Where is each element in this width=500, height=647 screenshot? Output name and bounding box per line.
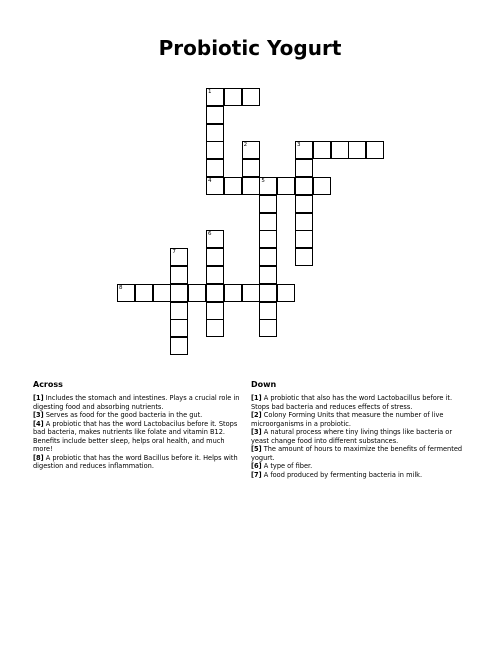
down-clue bbox=[251, 411, 466, 428]
crossword-cell[interactable] bbox=[277, 284, 295, 302]
crossword-cell[interactable] bbox=[259, 284, 277, 302]
crossword-cell[interactable] bbox=[259, 319, 277, 337]
crossword-cell[interactable] bbox=[206, 124, 224, 142]
crossword-cell[interactable] bbox=[295, 195, 313, 213]
crossword-cell[interactable] bbox=[259, 230, 277, 248]
clue-label: [3] bbox=[251, 428, 262, 436]
crossword-cell[interactable] bbox=[170, 319, 188, 337]
crossword-cell[interactable] bbox=[170, 266, 188, 284]
across-clue-list bbox=[33, 394, 245, 471]
crossword-cell[interactable] bbox=[259, 302, 277, 320]
crossword-cell[interactable] bbox=[259, 266, 277, 284]
clue-text: The amount of hours to maximize the benefits of fermented yogurt. bbox=[251, 445, 463, 462]
crossword-cell[interactable] bbox=[295, 177, 313, 195]
clue-text: Colony Forming Units that measure the number of live microorganisms in a probiotic. bbox=[251, 411, 444, 428]
clue-number: 2 bbox=[243, 142, 248, 149]
crossword-cell[interactable] bbox=[242, 88, 260, 106]
across-clue bbox=[33, 411, 245, 420]
crossword-cell[interactable] bbox=[224, 88, 242, 106]
crossword-cell[interactable] bbox=[206, 319, 224, 337]
crossword-cell[interactable] bbox=[242, 159, 260, 177]
crossword-cell[interactable] bbox=[259, 248, 277, 266]
clue-text: Includes the stomach and intestines. Plays a crucial role in digesting food and absorbing nutrients. bbox=[33, 394, 240, 411]
crossword-cell[interactable] bbox=[170, 302, 188, 320]
clue-label: [6] bbox=[251, 462, 262, 470]
crossword-cell[interactable] bbox=[224, 177, 242, 195]
across-heading: Across bbox=[33, 380, 63, 389]
crossword-cell[interactable] bbox=[188, 284, 206, 302]
crossword-cell[interactable] bbox=[170, 284, 188, 302]
crossword-cell[interactable] bbox=[206, 141, 224, 159]
clue-text: A probiotic that has the word Lactobacilus before it. Stops bad bacteria, makes nutrients like folate and vitamin B12. Benefits include better sleep, helps oral health, and much more! bbox=[33, 419, 238, 453]
crossword-cell[interactable] bbox=[331, 141, 349, 159]
crossword-cell[interactable] bbox=[242, 177, 260, 195]
crossword-cell[interactable] bbox=[206, 106, 224, 124]
crossword-cell[interactable] bbox=[277, 177, 295, 195]
crossword-cell[interactable] bbox=[206, 88, 224, 106]
across-clue bbox=[33, 420, 245, 454]
clue-text: A natural process where tiny living things like bacteria or yeast change food into different substances. bbox=[251, 428, 453, 445]
crossword-cell[interactable] bbox=[206, 284, 224, 302]
across-clue bbox=[33, 454, 245, 471]
crossword-cell[interactable] bbox=[224, 284, 242, 302]
clue-label: [4] bbox=[33, 419, 44, 428]
clue-number: 6 bbox=[208, 231, 212, 238]
crossword-cell[interactable] bbox=[206, 302, 224, 320]
crossword-cell[interactable] bbox=[259, 195, 277, 213]
clue-text: A probiotic that has the word Bacillus before it. Helps with digestion and reduces inflammation. bbox=[33, 453, 238, 470]
crossword-cell[interactable] bbox=[295, 230, 313, 248]
crossword-cell[interactable] bbox=[170, 248, 188, 266]
down-clue bbox=[251, 428, 466, 445]
clue-number: 7 bbox=[172, 249, 176, 256]
crossword-cell[interactable] bbox=[206, 177, 224, 195]
crossword-cell[interactable] bbox=[117, 284, 135, 302]
down-clue bbox=[251, 394, 466, 411]
down-clue bbox=[251, 445, 466, 462]
crossword-cell[interactable] bbox=[242, 141, 260, 159]
clue-label: [2] bbox=[251, 411, 262, 419]
crossword-cell[interactable] bbox=[135, 284, 153, 302]
crossword-cell[interactable] bbox=[348, 141, 366, 159]
crossword-cell[interactable] bbox=[295, 141, 313, 159]
crossword-cell[interactable] bbox=[366, 141, 384, 159]
clue-label: [1] bbox=[33, 394, 44, 402]
crossword-cell[interactable] bbox=[206, 266, 224, 284]
crossword-cell[interactable] bbox=[206, 230, 224, 248]
crossword-cell[interactable] bbox=[313, 177, 331, 195]
down-clue-list bbox=[251, 394, 466, 479]
crossword-cell[interactable] bbox=[313, 141, 331, 159]
clue-label: [1] bbox=[251, 394, 262, 402]
clue-number: 4 bbox=[208, 178, 212, 184]
down-clue bbox=[251, 462, 466, 471]
clue-number: 5 bbox=[261, 178, 265, 184]
clue-text: A probiotic that also has the word Lactobacillus before it. Stops bad bacteria and reduces effects of stress. bbox=[251, 394, 453, 411]
crossword-cell[interactable] bbox=[153, 284, 171, 302]
clue-number: 1 bbox=[208, 89, 212, 95]
clue-label: [7] bbox=[251, 470, 262, 479]
crossword-cell[interactable] bbox=[259, 213, 277, 231]
clue-text: A food produced by fermenting bacteria in milk. bbox=[261, 470, 423, 479]
crossword-cell[interactable] bbox=[206, 159, 224, 177]
page-title: Probiotic Yogurt bbox=[158, 36, 342, 60]
crossword-cell[interactable] bbox=[295, 248, 313, 266]
crossword-cell[interactable] bbox=[295, 159, 313, 177]
clue-text: Serves as food for the good bacteria in the gut. bbox=[43, 411, 203, 419]
clue-label: [3] bbox=[33, 411, 44, 419]
clue-label: [5] bbox=[251, 445, 262, 453]
crossword-cell[interactable] bbox=[242, 284, 260, 302]
down-clue bbox=[251, 471, 466, 480]
clue-number: 8 bbox=[119, 284, 123, 291]
crossword-cell[interactable] bbox=[206, 248, 224, 266]
clue-text: A type of fiber. bbox=[261, 462, 313, 470]
crossword-cell[interactable] bbox=[259, 177, 277, 195]
crossword-cell[interactable] bbox=[295, 213, 313, 231]
clue-number: 3 bbox=[297, 142, 301, 149]
crossword-cell[interactable] bbox=[170, 337, 188, 355]
across-clue bbox=[33, 394, 245, 411]
down-heading: Down bbox=[251, 380, 277, 389]
clue-label: [8] bbox=[33, 453, 44, 462]
